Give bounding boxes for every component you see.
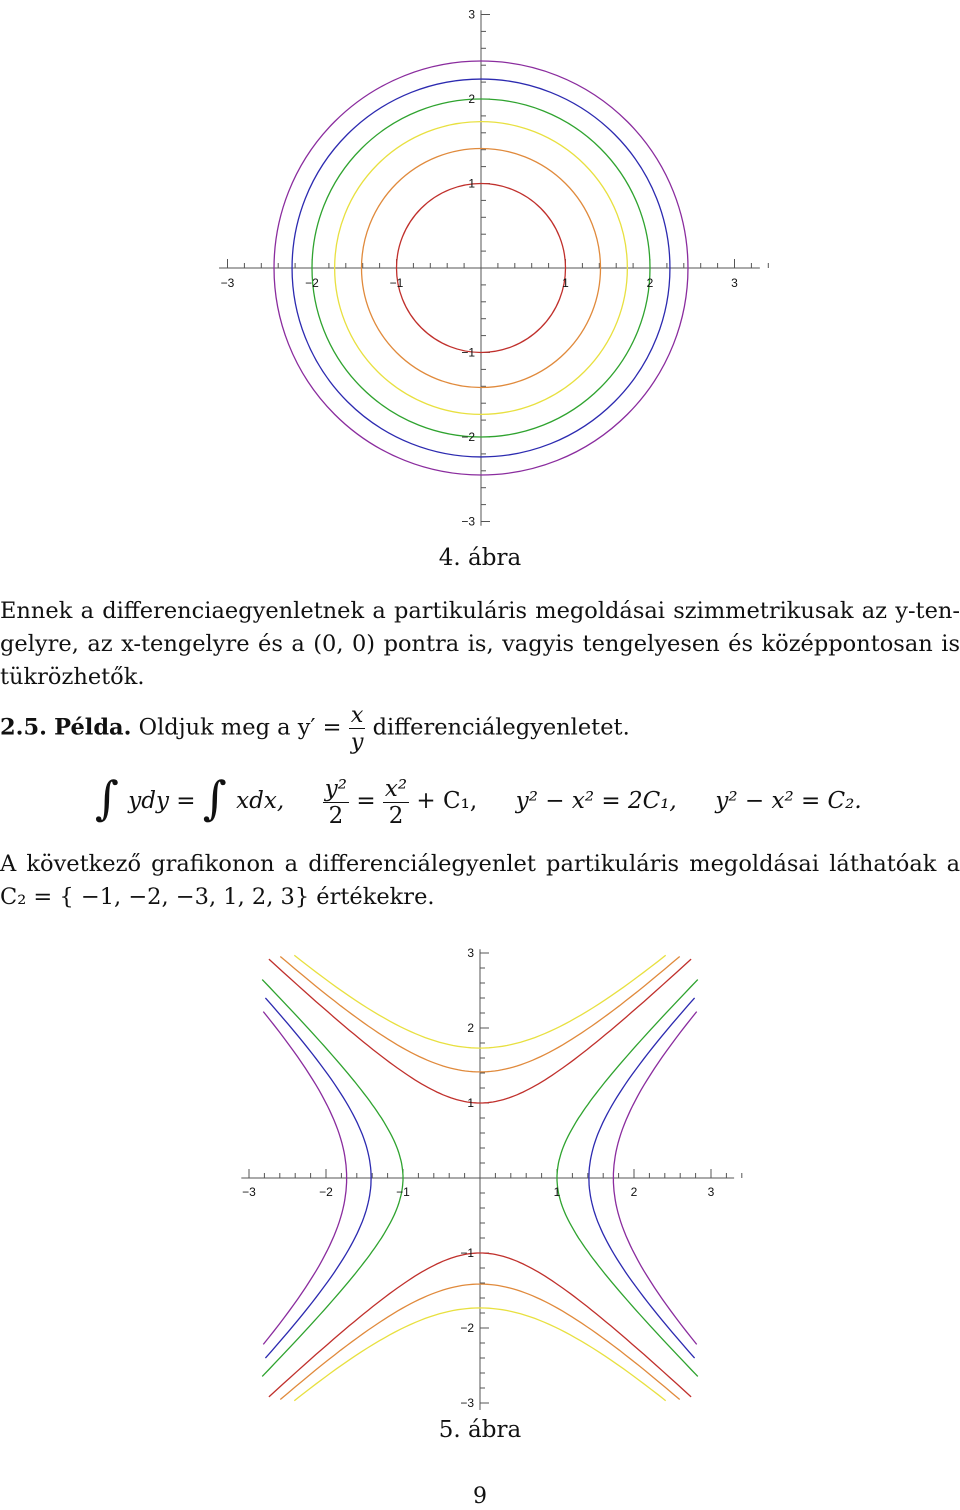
- equation-fraction-1: [323, 776, 349, 829]
- example-number: 2.5.: [0, 714, 47, 741]
- paragraph-2-line-2: C₂ = { −1, −2, −3, 1, 2, 3} értékekre.: [0, 884, 435, 910]
- example-fraction-numerator: x: [349, 702, 366, 729]
- y-tick-label: −3: [461, 514, 475, 529]
- integral-sign: ∫: [95, 771, 119, 825]
- paragraph-symmetry: [0, 595, 960, 694]
- paragraph-graph-intro: [0, 848, 960, 914]
- equation-integral-2: xdx,: [236, 788, 285, 814]
- x-tick-label: −3: [220, 276, 235, 290]
- equation-rest-2: y² − x² = 2C₁,: [515, 788, 677, 814]
- y-tick-label: 2: [468, 92, 475, 106]
- equation-fraction-2-denominator: 2: [388, 802, 404, 829]
- page-number: 9: [473, 1484, 487, 1509]
- equation-fraction-1-denominator: 2: [328, 802, 344, 829]
- x-tick-label: 2: [646, 276, 654, 290]
- example-fraction-denominator: y: [350, 729, 364, 755]
- y-tick-label: −3: [460, 1396, 474, 1410]
- equation-rest-1: + C₁,: [416, 788, 478, 814]
- y-tick-label: 1: [468, 176, 475, 191]
- x-tick-label: 2: [630, 1185, 638, 1199]
- example-title: Példa.: [54, 714, 132, 741]
- paragraph-1-line-3: tükrözhetők.: [0, 664, 145, 690]
- x-tick-label: 1: [553, 1185, 561, 1199]
- display-equation: [95, 771, 862, 829]
- y-tick-label: 3: [467, 946, 474, 960]
- equation-fraction-1-numerator: y²: [324, 775, 347, 802]
- example-outro: differenciálegyenletet.: [372, 714, 630, 741]
- figure-4-plot: [200, 0, 770, 540]
- figure-4-axes: [219, 7, 768, 525]
- figure-5-caption: 5. ábra: [438, 1417, 522, 1443]
- y-tick-label: −1: [460, 1246, 474, 1260]
- equation-integral-1: ydy =: [128, 788, 196, 814]
- x-tick-label: −3: [242, 1185, 256, 1199]
- example-intro: Oldjuk meg a y′ =: [138, 714, 342, 741]
- x-tick-label: −2: [319, 1185, 333, 1199]
- equation-equals: =: [356, 788, 376, 814]
- y-tick-label: −2: [460, 1321, 474, 1335]
- y-tick-label: 2: [467, 1021, 474, 1035]
- example-heading: [0, 702, 630, 755]
- x-tick-label: −2: [305, 276, 319, 290]
- x-tick-label: 3: [731, 276, 738, 290]
- figure-5-plot: [200, 930, 760, 1410]
- equation-fraction-2: [383, 776, 409, 829]
- paragraph-1-line-1: Ennek a differenciaegyenletnek a partikuláris megoldásai szimmetrikusak az y-ten-: [0, 598, 960, 624]
- equation-fraction-2-numerator: x²: [384, 775, 408, 802]
- paragraph-1-line-2: gelyre, az x-tengelyre és a (0, 0) pontra is, vagyis tengelyesen és középpontosan is: [0, 631, 960, 657]
- y-tick-label: −2: [461, 430, 475, 444]
- x-tick-label: −1: [389, 276, 404, 290]
- integral-sign: ∫: [202, 771, 227, 825]
- x-tick-label: −1: [396, 1185, 410, 1199]
- figure-4-caption: 4. ábra: [438, 545, 522, 571]
- y-tick-label: 1: [467, 1096, 474, 1110]
- x-tick-label: 3: [707, 1185, 715, 1199]
- figure-5-axes: [241, 949, 742, 1410]
- y-tick-label: 3: [468, 7, 475, 22]
- x-tick-label: 1: [562, 276, 569, 290]
- equation-rest-3: y² − x² = C₂.: [715, 788, 862, 814]
- example-fraction: [349, 702, 366, 755]
- paragraph-2-line-1: A következő grafikonon a differenciálegyenlet partikuláris megoldásai láthatóak a: [0, 851, 960, 877]
- y-tick-label: −1: [461, 345, 475, 360]
